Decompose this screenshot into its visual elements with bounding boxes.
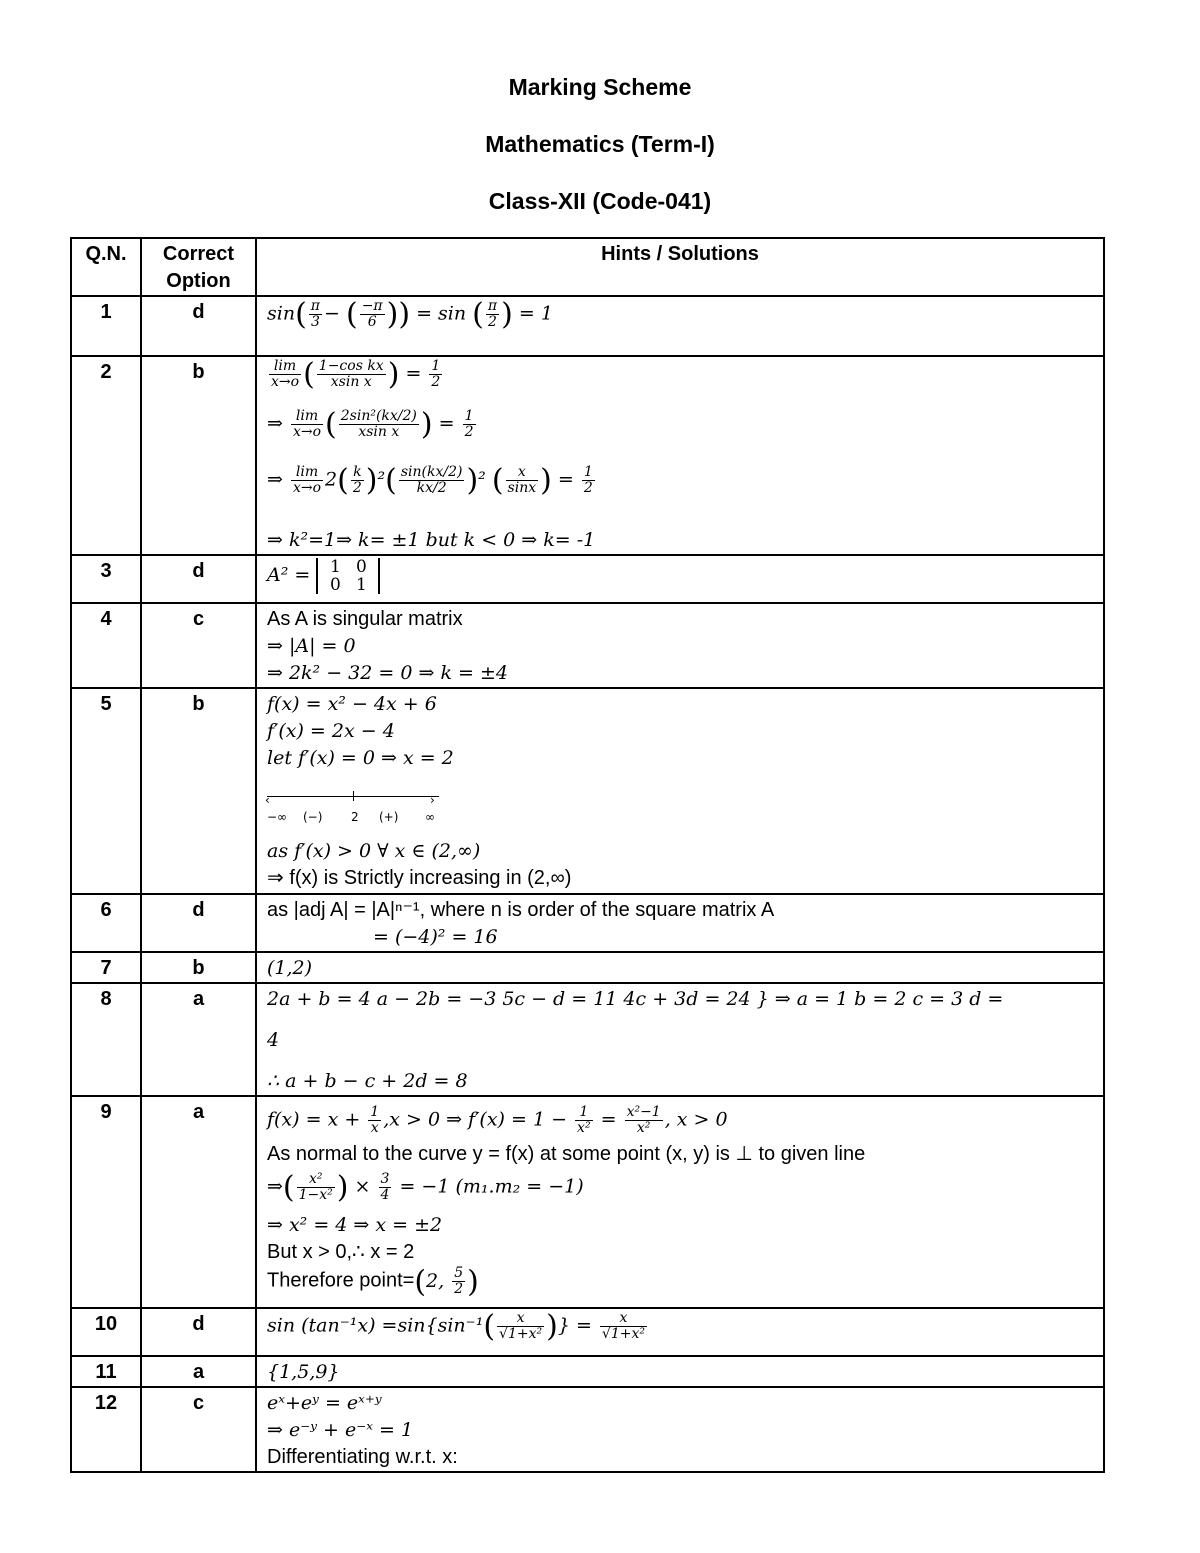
solution-line: As A is singular matrix [267,608,463,630]
solution-line: 2a + b = 4 a − 2b = −3 5c − d = 11 4c + 3d = 24 } ⇒ a = 1 b = 2 c = 3 d = [267,988,1004,1010]
table-row [71,1356,1104,1387]
correct-option: c [141,603,256,688]
left-arrow-icon: ‹ [265,793,270,807]
solution-line: f′(x) = 2x − 4 [267,720,395,742]
table-row [71,894,1104,952]
question-number: 5 [71,688,141,894]
marking-scheme-table [70,237,1105,1473]
solution-line: let f′(x) = 0 ⇒ x = 2 [267,747,454,769]
correct-option: b [141,356,256,555]
solution-cell [256,356,1104,555]
solution-line: A² = 1 0 0 1 [267,558,1093,594]
solution-cell [256,296,1104,356]
correct-option: d [141,555,256,603]
number-line-label: (+) [379,810,399,824]
number-line-label: 2 [351,810,359,824]
solution-line: sin (tan⁻¹x) =sin{sin⁻¹( $\frac{x}{\text{√1+x²}}$ )} = $\frac{x}{\text{√1+x²}}$ [267,1309,645,1344]
solution-cell [256,1356,1104,1387]
question-number: 8 [71,983,141,1096]
solution-line: ⇒ $\frac{\lim}{x\to o}$ ( $\frac{\text{2sin²(kx/2)}}{\text{xsin x}}$ ) = $\frac{1}{2}$ [267,407,474,442]
header-qn: Q.N. [71,238,141,296]
correct-option: a [141,1096,256,1308]
solution-line: f(x) = x + $\frac{1}{x}$ ,x > 0 ⇒ f′(x) = 1 − $\frac{1}{\text{x²}}$ = $\frac{\text{x²−1}}{\text{x²}}$ , x > 0 [267,1104,728,1136]
solution-cell [256,603,1104,688]
solution-line: eˣ+eʸ = eˣ⁺ʸ [267,1392,382,1414]
solution-cell [256,983,1104,1096]
number-line-label: −∞ [267,810,288,824]
solution-cell [256,1308,1104,1356]
solution-line: ∴ a + b − c + 2d = 8 [267,1070,468,1092]
solution-line: Differentiating w.r.t. x: [267,1446,458,1468]
solution-line: $\frac{\lim}{x\to o}$ ( $\frac{\text{1−cos kx}}{\text{xsin x}}$ ) = $\frac{1}{2}$ [271,357,441,392]
table-row [71,603,1104,688]
solution-line: as f′(x) > 0 ∀ x ∈ (2,∞) [267,840,481,862]
solution-cell [256,1387,1104,1472]
number-line-label: (−) [303,810,323,824]
correct-option: b [141,952,256,983]
question-number: 1 [71,296,141,356]
table-row [71,555,1104,603]
table-row [71,296,1104,356]
solution-line: as |adj A| = |A|ⁿ⁻¹, where n is order of the square matrix A [267,899,775,921]
solution-line: ⇒ f(x) is Strictly increasing in (2,∞) [267,867,572,889]
correct-option: d [141,894,256,952]
correct-option: a [141,983,256,1096]
correct-option: c [141,1387,256,1472]
question-number: 3 [71,555,141,603]
header-option: Correct Option [141,238,256,296]
solution-cell [256,688,1104,894]
question-number: 10 [71,1308,141,1356]
solution-line: ⇒ $\frac{\lim}{x\to o}$ 2( $\frac{k}{2}$ )²( $\frac{\sin(kx/2)}{kx/2}$ )² ( $\frac{x}{\sin x}$ ) = $\frac{1}{2}$ [267,463,593,498]
document-header [0,70,1200,241]
correct-option: d [141,296,256,356]
question-number: 11 [71,1356,141,1387]
solution-cell [256,952,1104,983]
question-number: 6 [71,894,141,952]
solution-line: ⇒ 2k² − 32 = 0 ⇒ k = ±4 [267,662,508,684]
right-arrow-icon: › [430,793,435,807]
solution-line: f(x) = x² − 4x + 6 [267,693,437,715]
question-number: 7 [71,952,141,983]
table-row [71,952,1104,983]
question-number: 12 [71,1387,141,1472]
sign-number-line [267,790,1093,838]
table-row [71,983,1104,1096]
table-row [71,1308,1104,1356]
correct-option: d [141,1308,256,1356]
header-solution: Hints / Solutions [256,238,1104,296]
table-row [71,1096,1104,1308]
table-row [71,356,1104,555]
solution-line: ⇒ k²=1⇒ k= ±1 but k < 0 ⇒ k= -1 [267,529,596,551]
solution-line: ⇒ e⁻ʸ + e⁻ˣ = 1 [267,1419,414,1441]
table-row [71,688,1104,894]
identity-matrix: 1 0 0 1 [316,558,380,594]
solution-line: = (−4)² = 16 [373,926,498,948]
solution-line: ⇒ |A| = 0 [267,635,356,657]
solution-line: Therefore point=(2, $\frac{5}{2}$ ) [267,1264,479,1299]
solution-line: (1,2) [267,957,313,979]
question-number: 9 [71,1096,141,1308]
solution-cell [256,1096,1104,1308]
correct-option: b [141,688,256,894]
solution-line: As normal to the curve y = f(x) at some point (x, y) is ⊥ to given line [267,1143,866,1165]
question-number: 2 [71,356,141,555]
correct-option: a [141,1356,256,1387]
solution-line: sin( $\frac{\pi}{3}$ − ( $\frac{-\pi}{6}$ )) = sin ( $\frac{\pi}{2}$ ) = 1 [267,297,553,332]
solution-line: {1,5,9} [267,1361,340,1383]
solution-cell [256,555,1104,603]
question-number: 4 [71,603,141,688]
table-header-row [71,238,1104,296]
solution-line: But x > 0,∴ x = 2 [267,1241,415,1263]
page-title: Marking Scheme [508,74,692,100]
solution-line: ⇒ x² = 4 ⇒ x = ±2 [267,1214,443,1236]
number-line-tick [353,791,354,801]
solution-line: 4 [267,1029,280,1051]
number-line-label: ∞ [425,810,435,824]
table-row [71,1387,1104,1472]
class-code-title: Class-XII (Code-041) [488,188,712,214]
subject-title: Mathematics (Term-I) [485,131,715,157]
solution-line: ⇒( $\frac{\text{x²}}{\text{1−x²}}$ ) × $\frac{3}{4}$ = −1 (m₁.m₂ = −1) [267,1170,584,1205]
solution-cell [256,894,1104,952]
